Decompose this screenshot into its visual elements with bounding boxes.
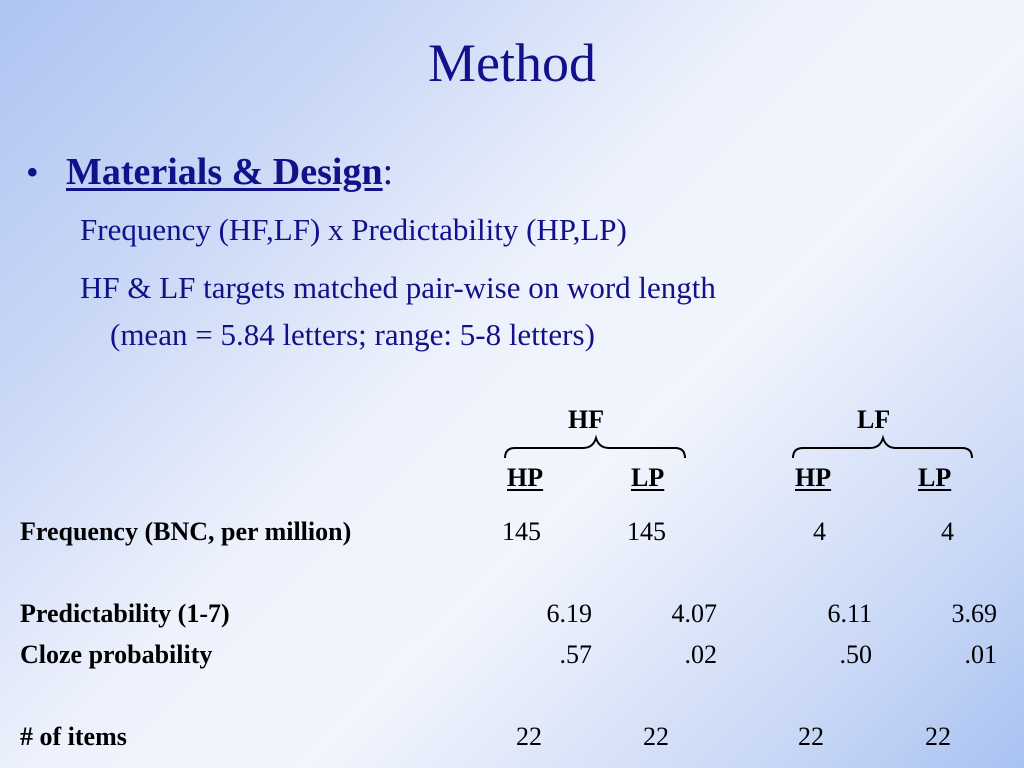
cell-predictability-lf-lp: 3.69 xyxy=(951,599,997,628)
cell-frequency-lf-lp: 4 xyxy=(941,517,954,546)
matching-line: HF & LF targets matched pair-wise on word length xyxy=(80,270,716,305)
group-header-hf: HF xyxy=(568,405,605,434)
row-label-predictability: Predictability (1-7) xyxy=(20,599,230,628)
subcol-hf-lp: LP xyxy=(631,463,665,492)
cell-cloze-hf-lp: .02 xyxy=(684,640,717,669)
row-label-frequency: Frequency (BNC, per million) xyxy=(20,517,352,546)
cell-items-hf-lp: 22 xyxy=(643,722,669,751)
bullet-icon: • xyxy=(26,152,39,192)
heading-colon: : xyxy=(382,151,394,193)
brace-lf xyxy=(793,438,972,458)
cell-frequency-hf-hp: 145 xyxy=(502,517,541,546)
cell-predictability-hf-lp: 4.07 xyxy=(671,599,717,628)
subcol-hf-hp: HP xyxy=(507,463,544,492)
cell-cloze-lf-lp: .01 xyxy=(964,640,997,669)
cell-items-lf-hp: 22 xyxy=(798,722,824,751)
cell-frequency-hf-lp: 145 xyxy=(627,517,666,546)
row-label-items: # of items xyxy=(20,722,127,751)
cell-items-lf-lp: 22 xyxy=(925,722,951,751)
slide-title: Method xyxy=(428,33,596,93)
group-header-lf: LF xyxy=(857,405,891,434)
subcol-lf-lp: LP xyxy=(918,463,952,492)
cell-predictability-hf-hp: 6.19 xyxy=(546,599,592,628)
cell-cloze-hf-hp: .57 xyxy=(559,640,592,669)
cell-predictability-lf-hp: 6.11 xyxy=(827,599,872,628)
design-line: Frequency (HF,LF) x Predictability (HP,LP) xyxy=(80,212,627,247)
subcol-lf-hp: HP xyxy=(795,463,832,492)
cell-frequency-lf-hp: 4 xyxy=(813,517,826,546)
matching-detail-line: (mean = 5.84 letters; range: 5-8 letters) xyxy=(110,317,595,352)
brace-hf xyxy=(505,438,685,458)
row-label-cloze: Cloze probability xyxy=(20,640,213,669)
section-heading: Materials & Design xyxy=(66,151,383,193)
cell-items-hf-hp: 22 xyxy=(516,722,542,751)
cell-cloze-lf-hp: .50 xyxy=(839,640,872,669)
